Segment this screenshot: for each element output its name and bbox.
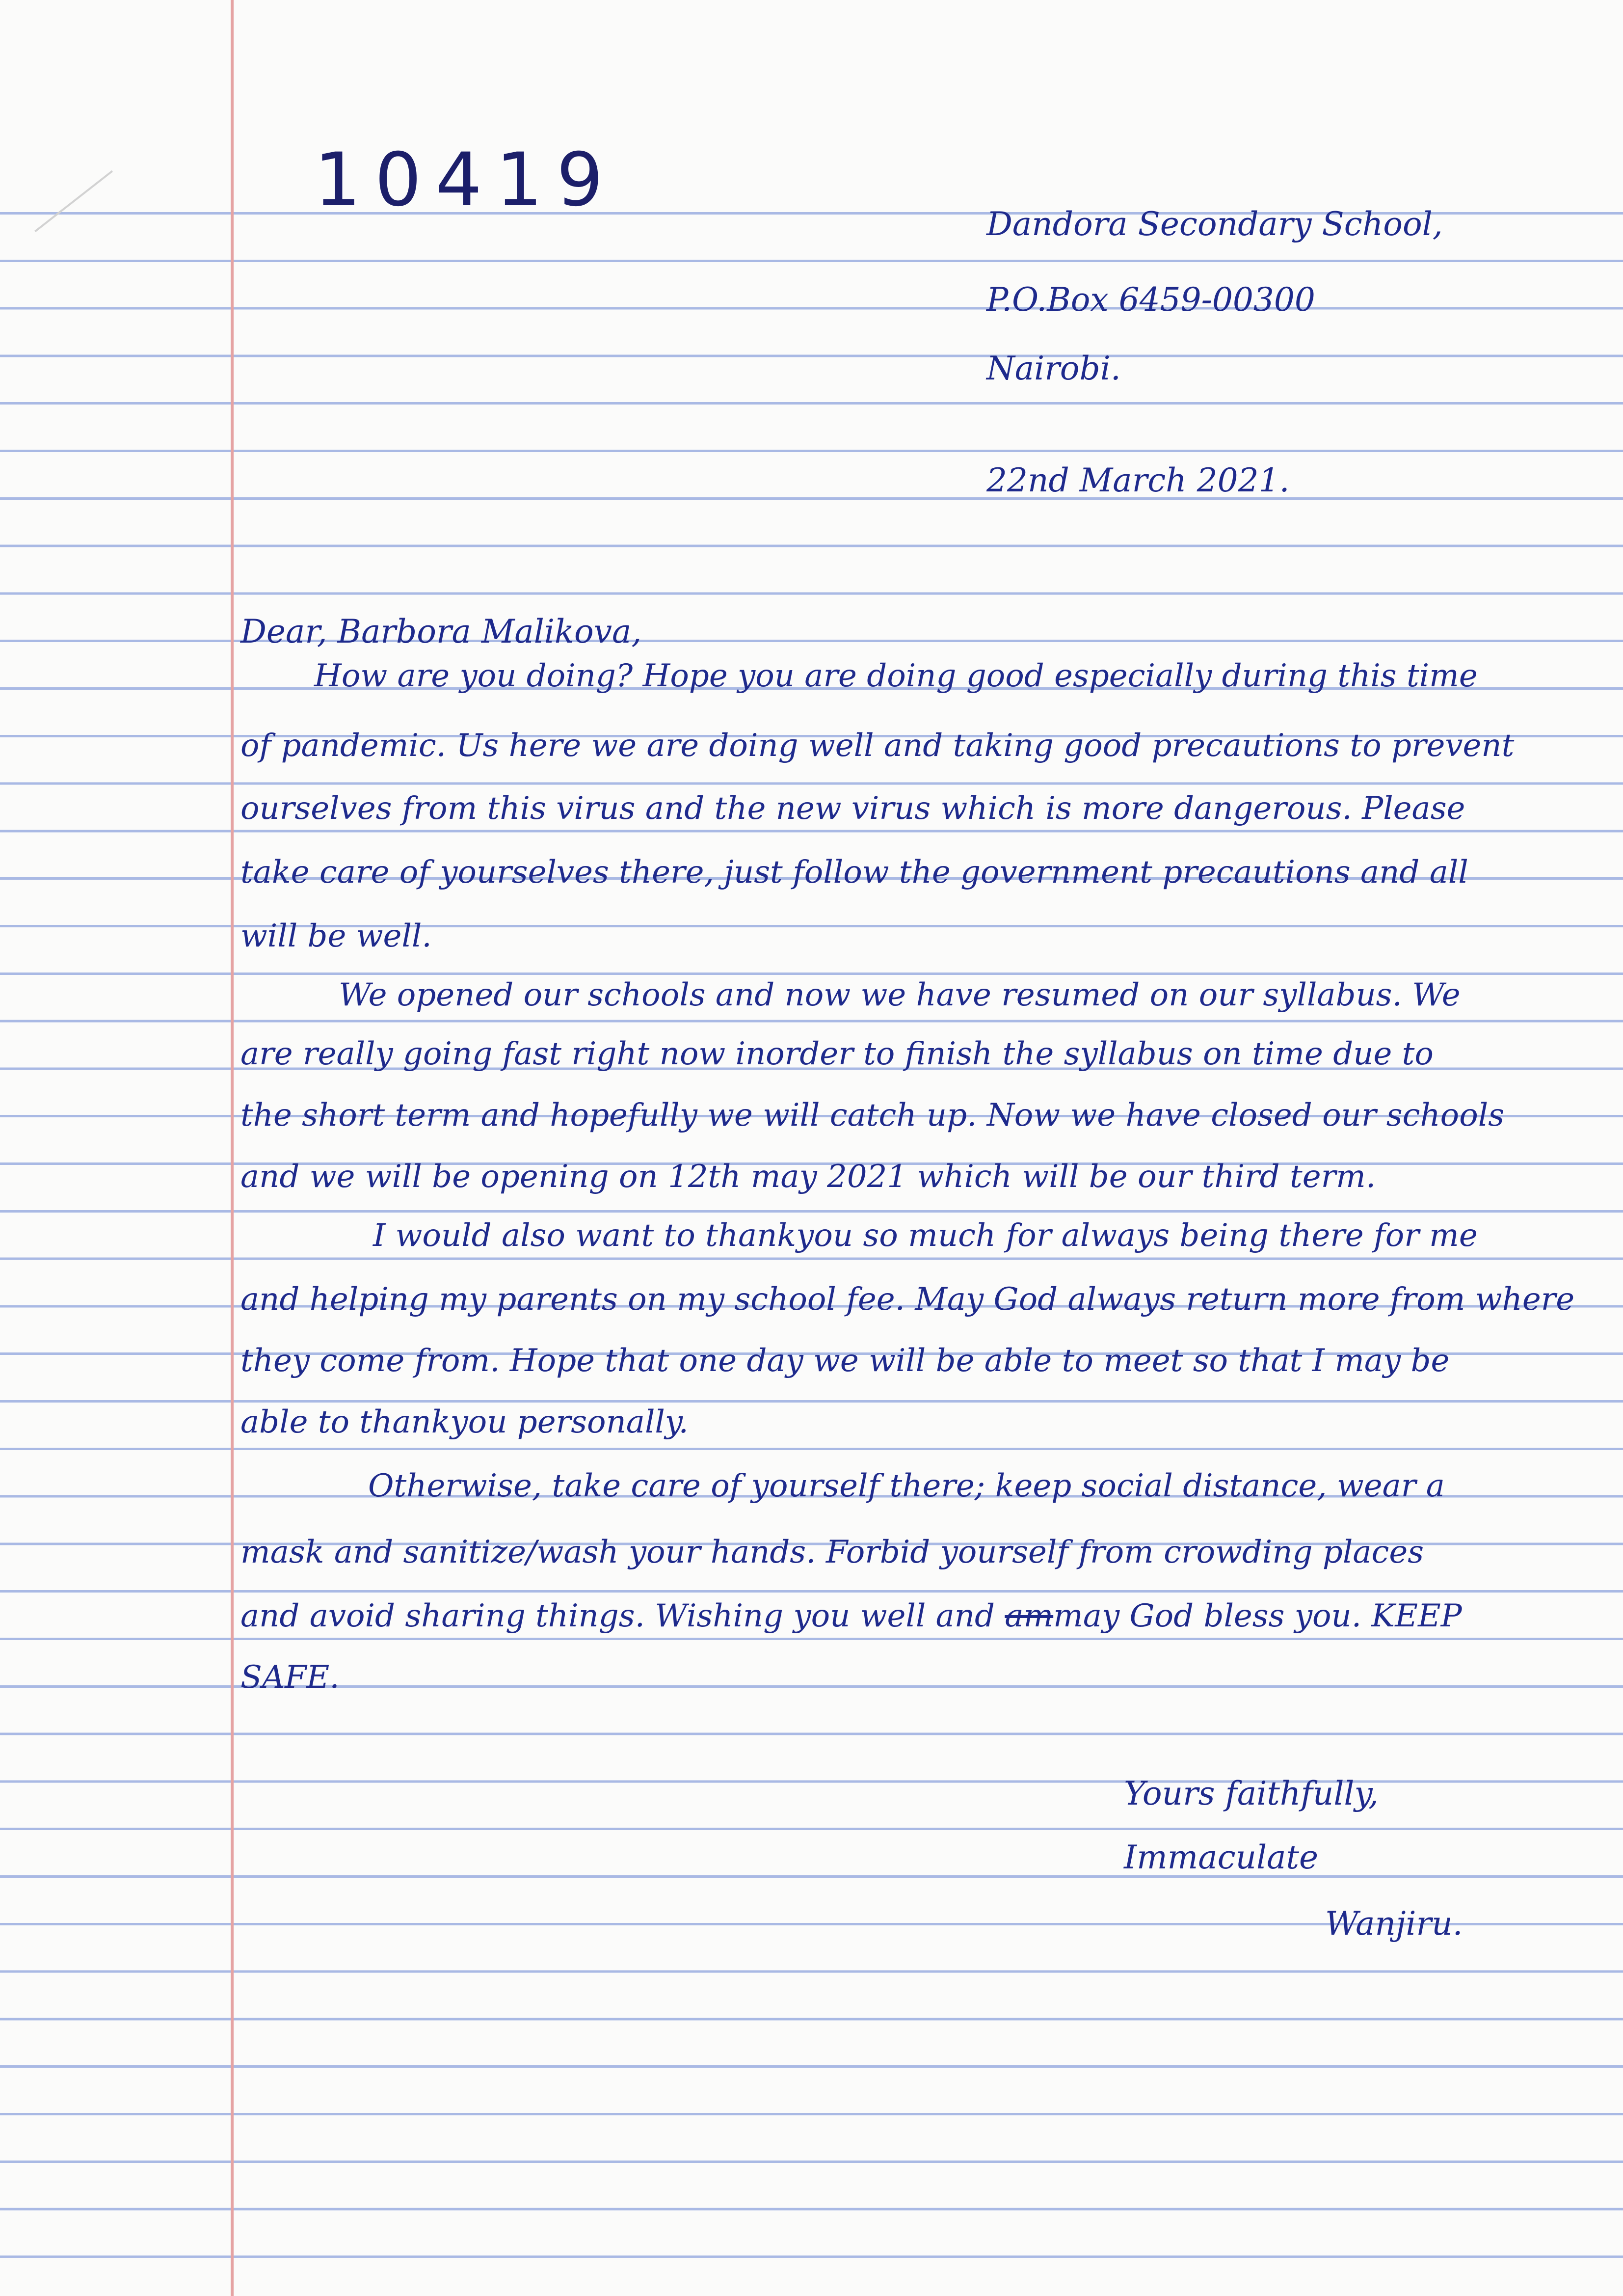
body-line (240, 1598, 1462, 1634)
body-line: able to thankyou personally. (240, 1404, 689, 1440)
fold-mark (34, 170, 167, 302)
body-line-text-continued: may God bless you. KEEP (1053, 1598, 1462, 1634)
body-line: We opened our schools and now we have resumed on our syllabus. We (339, 977, 1461, 1013)
body-line: and helping my parents on my school fee. May God always return more from where (240, 1281, 1575, 1318)
body-line: take care of yourselves there, just follow the government precautions and all (240, 854, 1468, 891)
reference-number: 10419 (314, 137, 617, 223)
body-line: are really going fast right now inorder to finish the syllabus on time due to (240, 1036, 1434, 1072)
body-line: they come from. Hope that one day we will be able to meet so that I may be (240, 1343, 1450, 1379)
closing: Yours faithfully, (1124, 1775, 1379, 1812)
body-line-text: and avoid sharing things. Wishing you well and (240, 1598, 995, 1634)
letter-date: 22nd March 2021. (986, 461, 1290, 499)
body-line: How are you doing? Hope you are doing good especially during this time (314, 658, 1478, 694)
body-line: SAFE. (240, 1659, 340, 1696)
struck-out-text: am (1005, 1598, 1054, 1634)
address-line-city: Nairobi. (986, 350, 1121, 387)
address-line-school: Dandora Secondary School, (986, 205, 1443, 243)
address-line-box: P.O.Box 6459-00300 (986, 281, 1315, 319)
body-line: ourselves from this virus and the new virus which is more dangerous. Please (240, 790, 1465, 827)
body-line: mask and sanitize/wash your hands. Forbid yourself from crowding places (240, 1534, 1424, 1570)
body-line: will be well. (240, 918, 432, 954)
salutation: Dear, Barbora Malikova, (240, 613, 642, 650)
body-line: I would also want to thankyou so much for always being there for me (373, 1217, 1478, 1254)
signature-last-name: Wanjiru. (1325, 1905, 1463, 1943)
margin-line (231, 0, 234, 2296)
body-line: and we will be opening on 12th may 2021 which will be our third term. (240, 1159, 1376, 1195)
signature-first-name: Immaculate (1124, 1838, 1319, 1876)
body-line: of pandemic. Us here we are doing well and taking good precautions to prevent (240, 728, 1515, 764)
body-line: Otherwise, take care of yourself there; keep social distance, wear a (368, 1468, 1445, 1504)
body-line: the short term and hopefully we will catch up. Now we have closed our schools (240, 1097, 1505, 1134)
